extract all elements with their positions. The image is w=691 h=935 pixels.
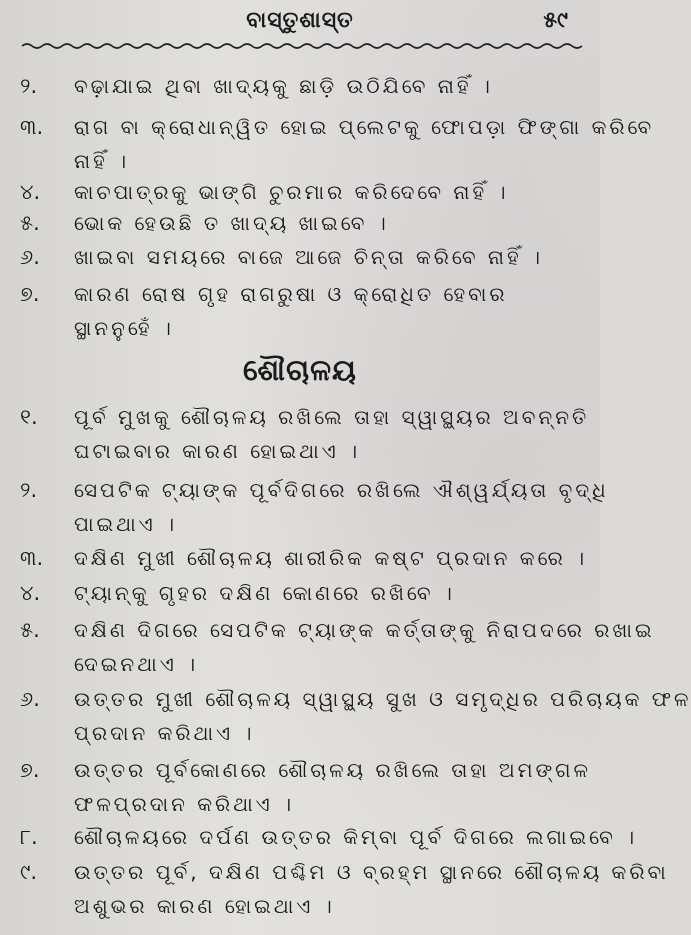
item-number: ୨. bbox=[20, 478, 38, 502]
item-text-line: କାରଣ ରୋଷ ଗୃହ ରାଗରୁଷା ଓ କ୍ରୋଧିତ ହେବାର bbox=[74, 282, 508, 306]
section-heading: ଶୌଚାଳୟ bbox=[243, 353, 357, 387]
item-number: ୪. bbox=[20, 581, 41, 605]
item-text-line: ନାହିଁ । bbox=[74, 149, 130, 173]
item-text-line: ଦକ୍ଷିଣ ଦିଗରେ ସେପଟିକ ଟ୍ୟାଙ୍କ କର୍ତ୍ତାଙ୍କୁ ନିରାପଦରେ ରଖାଇ bbox=[74, 618, 655, 642]
item-text-line: ଟ୍ୟାନ୍‌କୁ ଗୃହର ଦକ୍ଷିଣ କୋଣରେ ରଖିବେ । bbox=[74, 581, 455, 605]
item-text-line: କାଚପାତ୍ରକୁ ଭାଙ୍ଗି ଚୁରମାର କରିଦେବେ ନାହିଁ । bbox=[74, 180, 509, 204]
item-number: ୬. bbox=[20, 245, 40, 269]
item-text-line: ଶୌଚାଳୟରେ ଦର୍ପଣ ଉତ୍ତର କିମ୍ବା ପୂର୍ବ ଦିଗରେ ଲଗାଇବେ । bbox=[74, 825, 638, 849]
item-text-line: ସ୍ଥାନନୁହେଁ । bbox=[74, 316, 174, 340]
item-number: ୮. bbox=[20, 825, 38, 849]
item-text-line: ପୂର୍ବ ମୁଖକୁ ଶୌଚାଳୟ ରଖିଲେ ତାହା ସ୍ୱାସ୍ଥ୍ୟର ଅବନ୍ନତି bbox=[74, 405, 590, 429]
item-text-line: ଅଶୁଭର କାରଣ ହୋଇଥାଏ । bbox=[74, 894, 335, 918]
item-number: ୩. bbox=[20, 115, 44, 139]
item-text-line: ଉତ୍ତର ମୁଖୀ ଶୌଚାଳୟ ସ୍ୱାସ୍ଥ୍ୟ ସୁଖ ଓ ସମୃଦ୍ଧିର ପରିଚାୟକ ଫଳ bbox=[74, 687, 691, 711]
item-number: ୪. bbox=[20, 180, 41, 204]
item-number: ୬. bbox=[20, 687, 40, 711]
item-text-line: ଦକ୍ଷିଣ ମୁଖୀ ଶୌଚାଳୟ ଶାରୀରିକ କଷ୍ଟ ପ୍ରଦାନ କରେ । bbox=[74, 546, 588, 570]
page-header bbox=[0, 8, 600, 38]
item-text-line: ଖାଇବା ସମୟରେ ବାଜେ ଆଜେ ଚିନ୍ତା କରିବେ ନାହିଁ । bbox=[74, 245, 544, 269]
item-number: ୫. bbox=[20, 211, 40, 235]
item-number: ୭. bbox=[20, 758, 40, 782]
item-text-line: ଉତ୍ତର ପୂର୍ବକୋଣରେ ଶୌଚାଳୟ ରଖିଲେ ତାହା ଅମଙ୍ଗଳ bbox=[74, 758, 591, 782]
item-text-line: ପ୍ରଦାନ କରିଥାଏ । bbox=[74, 721, 255, 745]
header-wavy-rule bbox=[22, 42, 582, 50]
item-number: ୯. bbox=[20, 860, 38, 884]
item-number: ୭. bbox=[20, 282, 40, 306]
item-text-line: ଉତ୍ତର ପୂର୍ବ, ଦକ୍ଷିଣ ପଶ୍ଚିମ ଓ ବ୍ରହ୍ମ ସ୍ଥାନରେ ଶୌଚାଳୟ କରିବା bbox=[74, 860, 669, 884]
running-title: ବାସ୍ତୁଶାସ୍ତ bbox=[246, 8, 354, 33]
item-number: ୩. bbox=[20, 546, 44, 570]
item-number: ୧. bbox=[20, 405, 38, 429]
item-text-line: ଭୋକ ହେଉଛି ତ ଖାଦ୍ୟ ଖାଇବେ । bbox=[74, 211, 389, 235]
item-text-line: ଘଟାଇବାର କାରଣ ହୋଇଥାଏ । bbox=[74, 439, 361, 463]
item-text-line: ପାଇଥାଏ । bbox=[74, 512, 178, 536]
item-text-line: ବଢ଼ାଯାଇ ଥିବା ଖାଦ୍ୟକୁ ଛାଡ଼ି ଉଠିଯିବେ ନାହିଁ । bbox=[74, 74, 493, 98]
page-number: ୫୯ bbox=[543, 8, 568, 33]
item-number: ୨. bbox=[20, 74, 38, 98]
item-text-line: ସେପଟିକ ଟ୍ୟାଙ୍କ ପୂର୍ବଦିଗରେ ରଖିଲେ ଐଶ୍ୱର୍ଯ୍ୟତା ବୃଦ୍ଧି bbox=[74, 478, 609, 502]
item-number: ୫. bbox=[20, 618, 40, 642]
item-text-line: ଫଳପ୍ରଦାନ କରିଥାଏ । bbox=[74, 792, 295, 816]
item-text-line: ଦେଇନଥାଏ । bbox=[74, 652, 199, 676]
item-text-line: ରାଗ ବା କ୍ରୋଧାନ୍ୱିତ ହୋଇ ପ୍ଲେଟକୁ ଫୋପଡ଼ା ଫିଙ୍ଗା କରିବେ bbox=[74, 115, 655, 139]
